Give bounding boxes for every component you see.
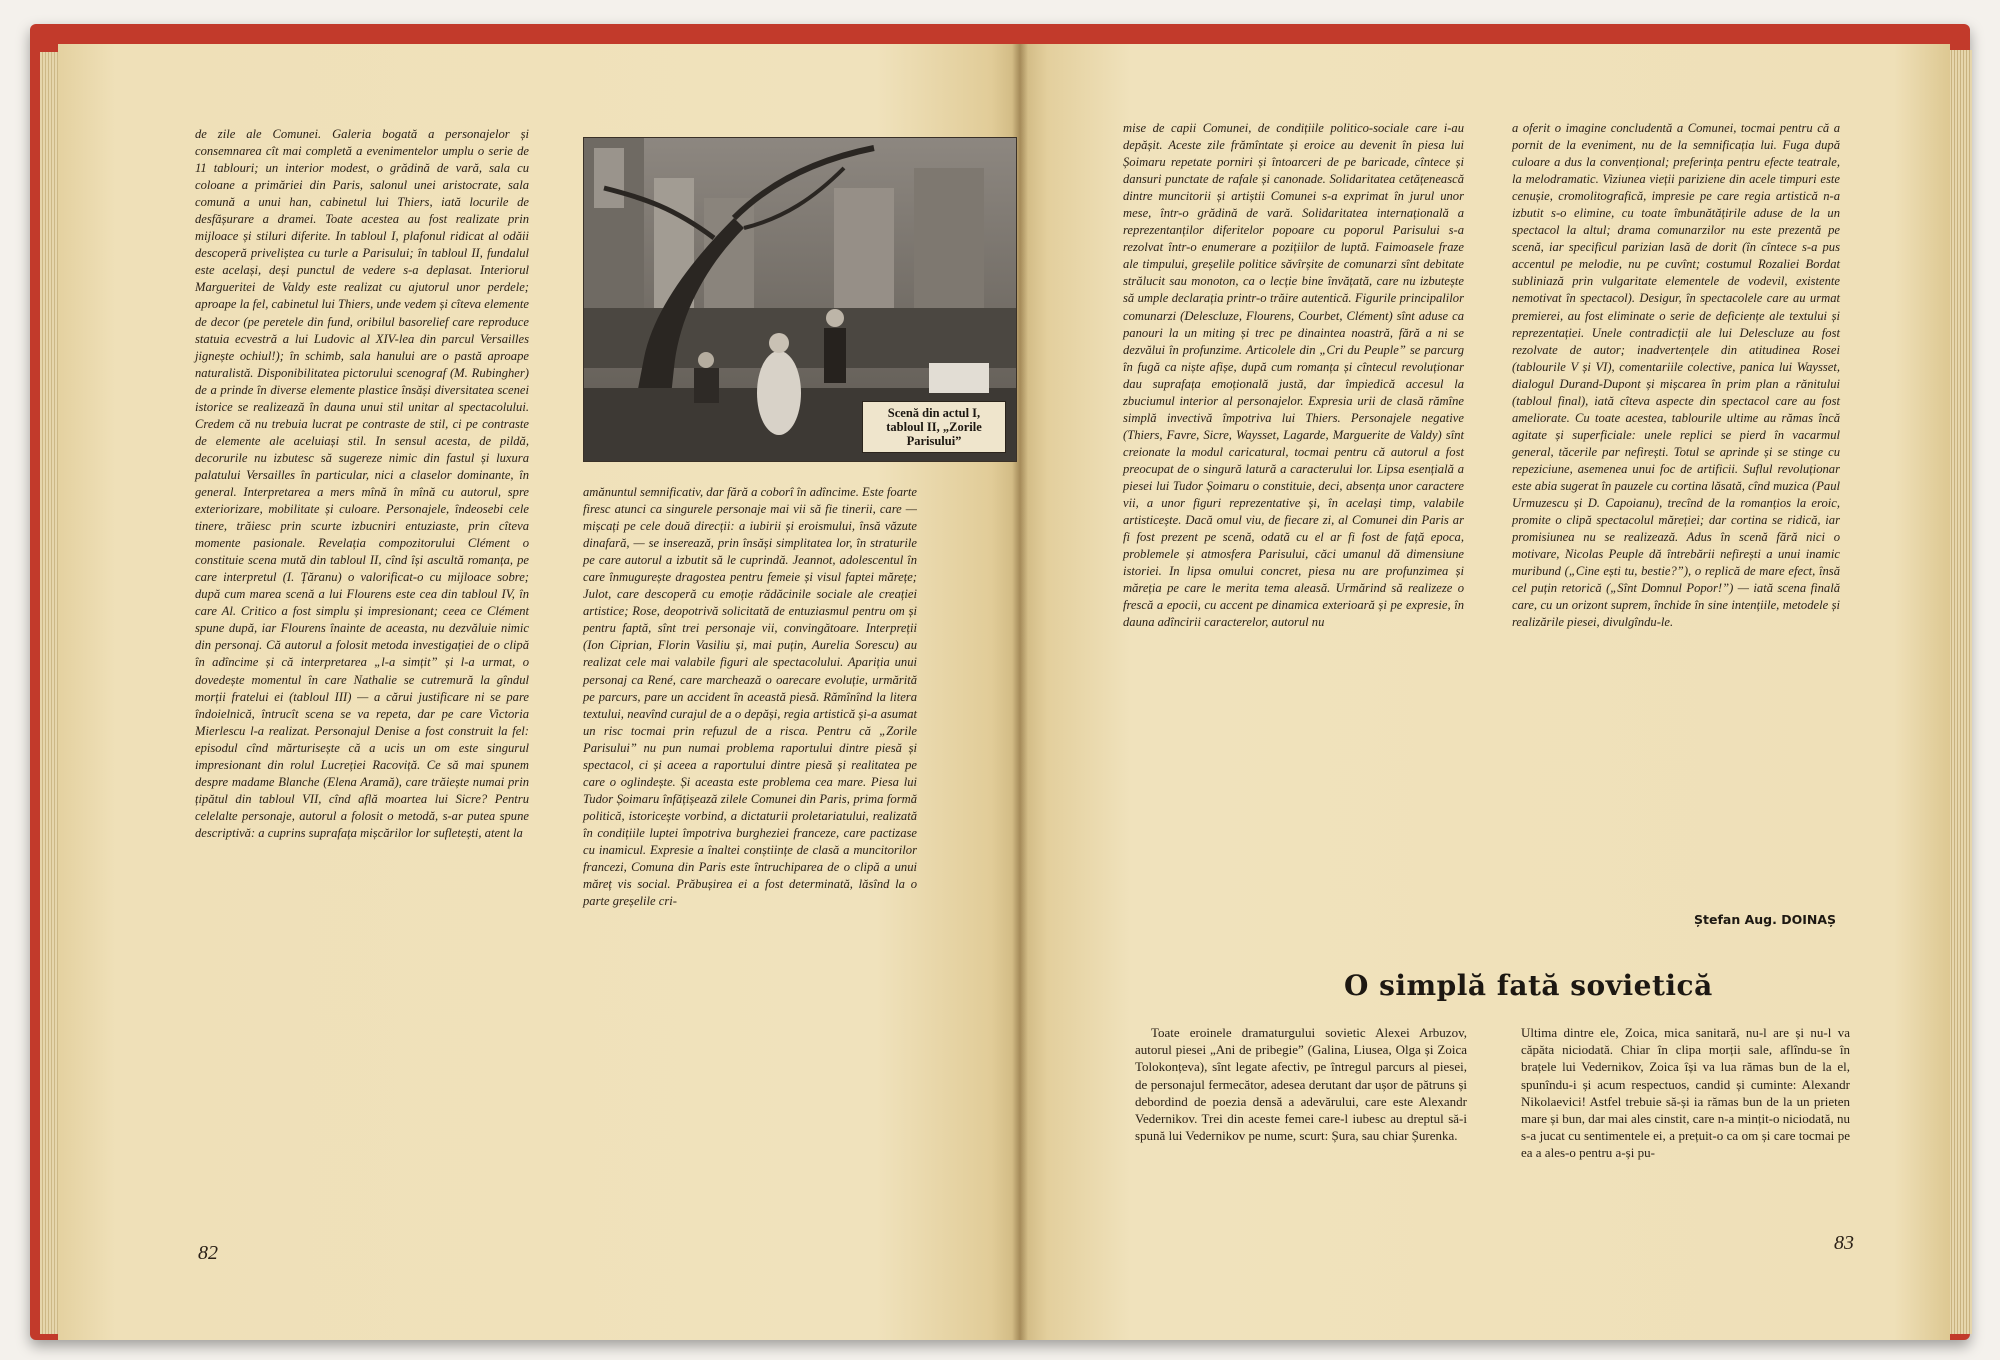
left-page-column-1: de zile ale Comunei. Galeria bogată a personajelor și consemnarea cît mai completă a evenimentelor umplu o serie de 11 tablouri; un interior modest, o grădină de vară, sala cu coloane a primăriei din Paris, salonul unei aristocrate, sala comună a unui han, cabinetul lui Thiers, iată locurile de desfășurare a dramei. Toate acestea au fost realizate prin mijloace și stiluri diferite. In tabloul I, plafonul ridicat al odăii descoperă priveliștea cu turle a Parisului; în tabloul II, fundalul este același, deși punctul de vedere s-a deplasat. Interiorul Margueritei de Valdy este realizat cu ajutorul unor perdele; aproape la fel, cabinetul lui Thiers, unde vedem și cîteva elemente de decor (pe peretele din fund, oribilul basorelief care reproduce statuia ecvestră a lui Ludovic al XIV-lea din parcul Versailles jignește ochiul!); în schimb, sala hanului are o pastă aproape naturalistă. Disponibilitatea pictorului scenograf (M. Rubingher) de a prinde în diverse elemente plastice însăși diversitatea scenei istorice se realizează în dauna unui stil unitar al spectacolului. Credem că nu trebuia lucrat pe contraste de stil, ci pe contraste de elemente ale aceluiași stil. In sensul acesta, de pildă, decorurile nu izbutesc să sugereze nimic din fastul și luxura palatului Versailles în particular, nici a claselor dominante, în general. Interpretarea a mers mînă în mînă cu autorul, spre exteriorizare, mobilitate și culoare. Personajele, îndeosebi cele tinere, trăiesc prin scurte izbucniri entuziaste, prin cîteva momente pasionale. Revelația compozitorului Clément o constituie scena mută din tabloul II, cînd își ascultă romanța, pe care interpretul (I. Țăranu) o valorificat-o cu mijloace sobre; după cum marea scenă a lui Flourens este cea din tabloul IV, în care Al. Critico a fost simplu și impresionant; ceea ce Clément spune după, iar Flourens înainte de aceasta, nu dezvăluie nimic din personaj. Că autorul a folosit metoda investigației de o clipă în adîncime și că interpretarea „l-a simțit” și l-a urmat, o dovedește momentul în care Nathalie se cutremură la gîndul morții fratelui ei (tabloul III) — a cărui justificare ni se pare îndoielnică, întrucît scena se va repeta, dar pe care Victoria Mierlescu l-a realizat. Personajul Denise a fost construit la fel: episodul cînd mărturisește că a ucis un om este singurul impresionant din rolul Lucreției Racoviță. Ce să mai spunem despre madame Blanche (Elena Aramă), care trăiește numai prin țipătul din tabloul VII, cînd află moartea lui Sicre? Pentru celelalte personaje, autorul a folosit o metodă, s-ar putea spune descriptivă: a cuprins suprafața mișcărilor lor sufletești, atent la [195,127,529,840]
right-page-column-1: mise de capii Comunei, de condițiile politico-sociale care i-au depășit. Aceste zile frămîntate și eroice au devenit în piesa lui Șoimaru repetate porniri și întoarceri de pe baricade, cîntece și dansuri punctate de rafale și canonade. Solidaritatea cetățenească dintre muncitorii și artiștii Comunei s-a exprimat în jurul unor mese, într-o grădină de vară. Solidaritatea internațională a reprezentanților diferitelor popoare cu poporul Parisului s-a rezolvat într-o enumerare a pozițiilor de luptă. Faimoasele fraze ale timpului, greșelile politice săvîrșite de comunarzi sînt debitate strălucit sau monoton, ca o lecție bine învățată, care nu izbutește să umple declarația printr-o trăire autentică. Figurile principalilor comunarzi (Delescluze, Flourens, Courbet, Clément) sînt aduse ca panouri la un miting și trec pe dinaintea noastră, fără a ni se dezvălui în profunzime. Articolele din „Cri du Peuple” se parcurg în fugă ca niște afișe, după cum romanța și cîntecul revoluționar dau suprafața emoțională justă, dar împiedică accesul la zbuciumul interior al personajelor. Expresia urii de clasă rămîne simplă invectivă împotriva lui Thiers. Personajele negative (Thiers, Favre, Sicre, Waysset, Lagarde, Marguerite de Valdy) sînt creionate la modul caricatural, tocmai pentru că autorul a fost preocupat de o singură latură a caracterului lor. Lipsa esențială a piesei lui Tudor Șoimaru o constituie, deci, absența unor caractere vii, a unor figuri reprezentative și, în același timp, valabile artisticește. Dacă omul viu, de fiecare zi, al Comunei din Paris ar fi fost prezent pe scenă, odată cu el ar fi fost de față epoca, problemele și atmosfera Parisului, căci umanul dă dimensiune istoriei. In lipsa omului concret, piesa nu are profunzimea și măreția pe care le merita tema aleasă. Urmărind să realizeze o frescă a epocii, cu accent pe dinamica exterioară și pe expresie, în dauna adîncirii caracterelor, autorul nu [1123,121,1464,630]
page-number-left: 82 [198,1242,218,1264]
left-page-column-2: amănuntul semnificativ, dar fără a coborî în adîncime. Este foarte firesc atunci ca singurele personaje mai vii să fie tinerii, care — mișcați pe cele două direcții: a iubirii și eroismului, însă văzute dinafară, — se inserează, prin însăși simplitatea lor, în straturile pe care autorul a izbutit să le cuprindă. Jeannot, adolescentul în care înmugurește dragostea pentru femeie și visul faptei mărețe; Julot, care descoperă cu emoție rădăcinile sociale ale creației artistice; Rose, deopotrivă solicitată de entuziasmul pentru om și pentru faptă, sînt trei personaje vii, convingătoare. Interpreții (Ion Ciprian, Florin Vasiliu și, mai puțin, Aurelia Sorescu) au realizat cele mai valabile figuri ale spectacolului. Apariția unui personaj ca René, care marchează o oarecare evoluție, urmărită pe parcurs, pare un accident în această piesă. Rămînînd la litera textului, neavînd curajul de a o depăși, regia artistică și-a asumat un risc tocmai prin refuzul de a risca. Pentru că „Zorile Parisului” nu pun numai problema raportului dintre piesă și spectacol, ci și aceea a raportului dintre piesă și realitatea pe care o oglindește. Și aceasta este problema cea mare. Piesa lui Tudor Șoimaru înfățișează zilele Comunei din Paris, prima formă politică, istoricește vorbind, a dictaturii proletariatului, realizată în condițiile luptei împotriva burgheziei franceze, care pactizase cu inamicul. Expresie a înaltei conștiințe de clasă a muncitorilor francezi, Comuna din Paris este întruchiparea de o clipă a unui măreț vis social. Prăbușirea ei a fost determinată, lăsînd la o parte greșelile cri- [583,485,917,909]
right-page-column-2: a oferit o imagine concludentă a Comunei, tocmai pentru că a pornit de la eveniment, nu de la semnificația lui. Fuga după culoare a dus la convențional; preferința pentru efecte teatrale, la melodramatic. Viziunea vieții pariziene din acele timpuri este cenușie, cromolitografică, impresie pe care regia artistică n-a izbutit s-o elimine, cu toate îmbunătățirile aduse de la un spectacol la altul; drama comunarzilor nu este prezentă pe scenă, iar specificul parizian lasă de dorit (în cîntece s-a pus accentul pe melodie, nu pe cuvînt; costumul Rozaliei Bordat subliniază prin vulgaritate elementele de vodevil, existente nemotivat în spectacol). Desigur, în spectacolele care au urmat premierei, au fost eliminate o serie de deficiențe ale textului și reprezentației. Unele contradicții ale lui Delescluze au fost rezolvate de autor; inadvertențele din atitudinea Rosei (tablourile V și VI), comentariile colective, panica lui Waysset, dialogul Durand-Dupont și mișcarea în prim plan a rănitului (tabloul final), iată cîteva aspecte din spectacol care au fost ameliorate. Cu toate acestea, tablourile ultime au rămas încă agitate și superficiale: unele replici se pierd în vacarmul general, tăcerile par nefirești. Totul se aprinde și se stinge cu repeziciune, asemenea unui foc de artificii. Suflul revoluționar este abia sugerat în pauzele cu cortina lăsată, cînd muzica (Paul Urmuzescu și D. Capoianu), trecînd de la romanțios la eroic, promite o clipă spectacolul măreției; dar cortina se ridică, iar promisiunea nu se realizează. Adus în scenă fără nici o motivare, Nicolas Peuple dă întrebării nefirești a unui inamic muribund („Cine ești tu, bestie?”), o replică de mare efect, însă cel puțin retorică („Sînt Domnul Popor!”) — iată scena finală care, cu un orizont suprem, închide în sine intențiile, metodele și realizările piesei, divulgîndu-le. [1512,121,1840,630]
photo-caption: Scenă din actul I, tabloul II, „Zorile Parisului” [862,401,1006,453]
article-column-1: Toate eroinele dramaturgului sovietic Alexei Arbuzov, autorul piesei „Ani de pribegie” (Galina, Liusea, Olga și Zoica Tolokonțeva), sînt legate afectiv, pe întregul parcurs al piesei, de personajul fermecător, adesea derutant dar ușor de pătruns și debordind de poezia densă a adevărului, care este Alexandr Vedernikov. Trei din aceste femei care-l iubesc au dreptul să-i spună lui Vedernikov pe nume, scurt: Șura, sau chiar Șurenka. [1135,1025,1467,1144]
article-column-2: Ultima dintre ele, Zoica, mica sanitară, nu-l are și nu-l va căpăta niciodată. Chiar în clipa morții sale, aflîndu-se în brațele lui Vedernikov, Zoica își va lua rămas bun de la el, spunîndu-i și acum respectuos, candid și cuminte: Alexandr Nikolaevici! Astfel trebuie să-și ia rămas bun de la un prieten mare și bun, dar mai ales cinstit, care n-a mințit-o niciodată, nu s-a jucat cu sentimentele ei, a prețuit-o ca om și care tocmai pe ea a ales-o pentru a-și pu- [1521,1025,1850,1161]
page-number-right: 83 [1834,1232,1854,1254]
article-title: O simplă fată sovietică [1344,969,1713,1002]
author-signature: Ștefan Aug. DOINAȘ [1694,912,1836,927]
stage-photo [583,137,1017,462]
